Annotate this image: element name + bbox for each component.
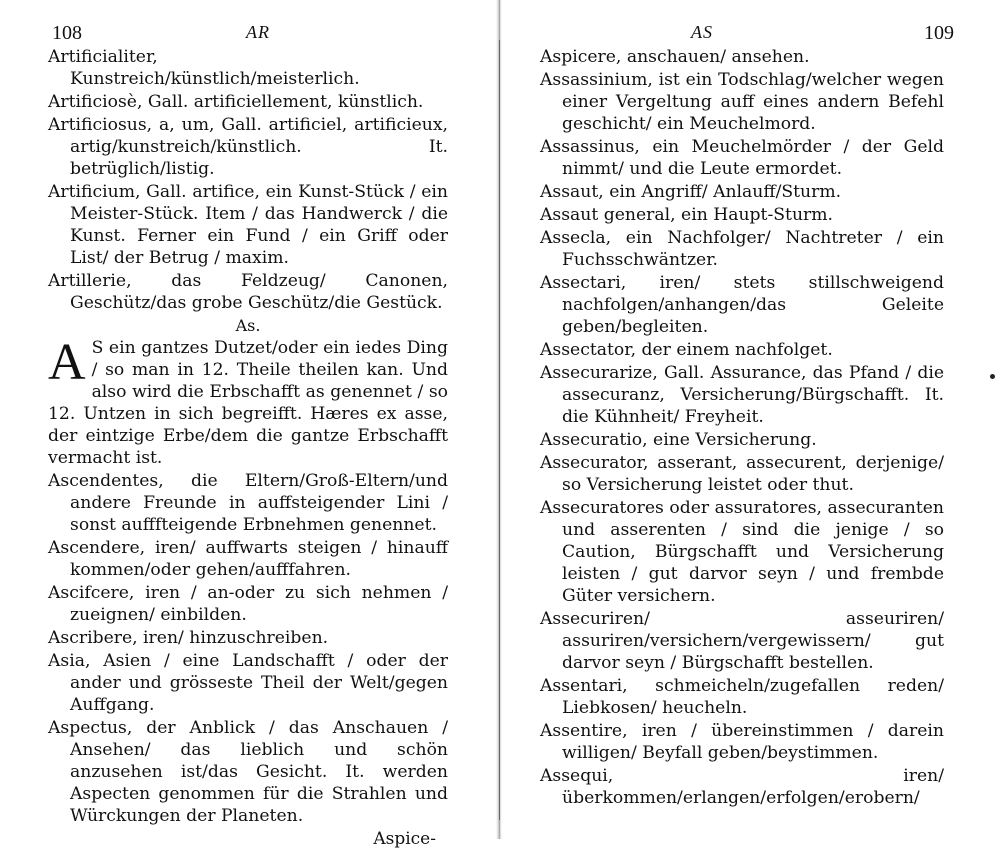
left-page-body [48,46,448,849]
dictionary-entry: Assecla, ein Nachfolger/ Nachtreter / ein Fuchsschwäntzer. [540,228,944,270]
dictionary-entry: Assectator, der einem nachfolget. [540,340,833,360]
dictionary-entry: Artificiosus, a, um, Gall. artificiel, artificieux, artig/kunstreich/künstlich. It. betrüglich/listig. [48,115,448,179]
initial-paragraph-text: S ein gantzes Dutzet/oder ein iedes Ding / so man in 12. Theile theilen kan. Und also wird die Erbschafft as genennet / so 12. Untzen in sich begreifft. Hæres ex asse, der eintzige Erbe/dem die gantze Erbschafft vermacht ist. [48,338,448,468]
catchword: Aspice- [373,829,436,849]
dictionary-entry: Asia, Asien / eine Landschafft / oder der ander und grösseste Theil der Welt/gegen Auffgang. [48,651,448,715]
left-page-header [0,22,495,46]
right-page-number: 109 [924,22,954,44]
dictionary-entry: Aspectus, der Anblick / das Anschauen / Ansehen/ das lieblich und schön anzusehen ist/das Gesicht. It. werden Aspecten genommen für die Strahlen und Würckungen der Planeten. [48,718,448,826]
left-page [0,0,495,849]
right-page-header [505,22,1000,46]
dictionary-entry: Assecurator, asserant, assecurent, derjenige/ so Versicherung leistet oder thut. [540,453,944,495]
dictionary-entry: Assaut, ein Angriff/ Anlauff/Sturm. [540,182,842,202]
dictionary-entry: Assecurarize, Gall. Assurance, das Pfand / die assecuranz, Versicherung/Bürgschafft. It. die Kühnheit/ Freyheit. [540,363,944,427]
dictionary-entry: Artificium, Gall. artifice, ein Kunst-Stück / ein Meister-Stück. Item / das Handwerck / die Kunst. Ferner ein Fund / ein Griff oder List/ der Betrug / maxim. [48,182,448,268]
dictionary-entry: Artificialiter, Kunstreich/künstlich/meisterlich. [48,47,360,89]
ink-speck [990,374,995,379]
dictionary-entry: Ascribere, iren/ hinzuschreiben. [48,628,329,648]
dictionary-entry: Assassinium, ist ein Todschlag/welcher wegen einer Vergeltung auff eines andern Befehl geschicht/ ein Meuchelmord. [540,70,944,134]
left-running-head: AR [246,22,270,42]
dictionary-entry: Assectari, iren/ stets stillschweigend nachfolgen/anhangen/das Geleite geben/begleiten. [540,273,944,337]
dictionary-entry: Assecuratores oder assuratores, assecuranten und asserenten / sind die jenige / so Caution, Bürgschafft und Versicherung leisten / gut darvor seyn / und frembde Güter versichern. [540,498,944,606]
dictionary-entry: Assequi, iren/ überkommen/erlangen/erfolgen/erobern/ [540,766,944,808]
dictionary-entry: Artificiosè, Gall. artificiellement, künstlich. [48,92,424,112]
section-heading: As. [235,316,261,335]
dictionary-entry: Assecuriren/ asseuriren/ assuriren/versichern/vergewissern/ gut darvor seyn / Bürgschafft bestellen. [540,609,944,673]
drop-cap: A [48,334,86,391]
dictionary-entry: Artillerie, das Feldzeug/ Canonen, Geschütz/das grobe Geschütz/die Gestück. [48,271,448,313]
dictionary-entry: Ascendere, iren/ auffwarts steigen / hinauff kommen/oder gehen/aufffahren. [48,538,448,580]
left-page-number: 108 [52,22,82,44]
dictionary-entry: Assecuratio, eine Versicherung. [540,430,817,450]
initial-paragraph [48,334,448,469]
dictionary-entry: Assassinus, ein Meuchelmörder / der Geld nimmt/ und die Leute ermordet. [540,137,944,179]
dictionary-entry: Assentire, iren / übereinstimmen / darein willigen/ Beyfall geben/beystimmen. [540,721,944,763]
dictionary-entry: Assentari, schmeicheln/zugefallen reden/ Liebkosen/ heucheln. [540,676,944,718]
right-running-head: AS [691,22,713,42]
dictionary-entry: Ascifcere, iren / an-oder zu sich nehmen / zueignen/ einbilden. [48,583,448,625]
dictionary-entry: Aspicere, anschauen/ ansehen. [540,47,810,67]
dictionary-entry: Ascendentes, die Eltern/Groß-Eltern/und andere Freunde in auffsteigender Lini / sonst aufffteigende Erbnehmen genennet. [48,471,448,535]
right-page-body [540,46,944,810]
book-gutter [496,0,502,839]
dictionary-entry: Assaut general, ein Haupt-Sturm. [540,205,833,225]
